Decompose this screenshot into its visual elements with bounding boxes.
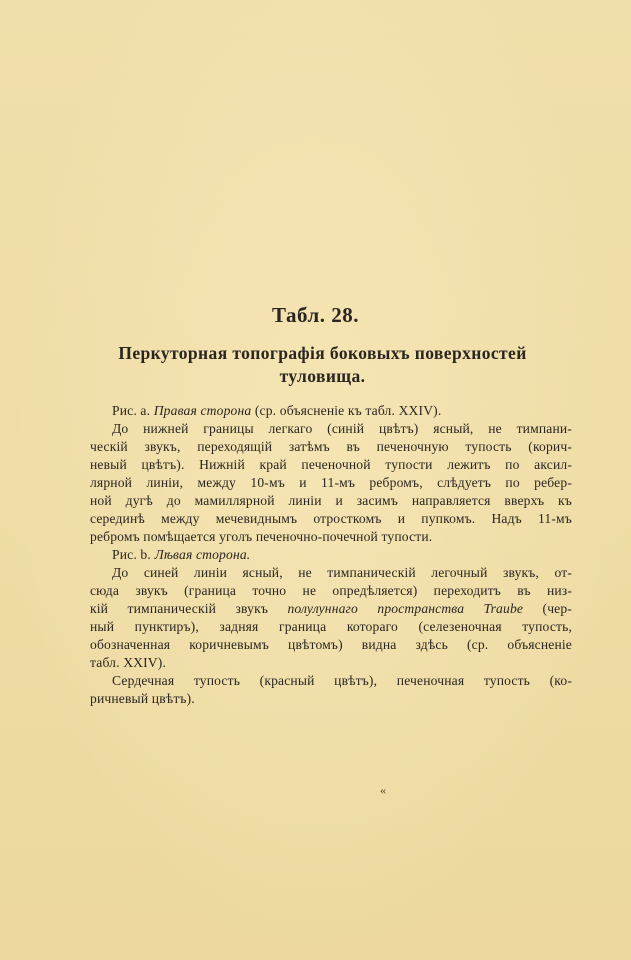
text-run: лярной линіи, между 10-мъ и 11-мъ ребромъ, слѣдуетъ по ребер- [90,475,572,490]
text-run: сюда звукъ (граница точно не опредѣляется) переходитъ въ низ- [90,583,572,598]
italic-text-run: Правая сторона [153,403,252,418]
text-run: кій тимпаническій звукъ [90,601,288,616]
text-run: невый цвѣтъ). Нижній край печеночной тупости лежитъ по аксил- [90,457,572,472]
text-line [90,618,572,636]
text-run: табл. XXIV). [90,655,167,670]
text-run: обозначенная коричневымъ цвѣтомъ) видна здѣсь (ср. объясненіе [90,637,572,652]
text-line [90,600,572,618]
text-run: (чер- [523,601,572,616]
stray-mark: « [380,783,386,797]
text-line [90,492,572,510]
text-run: ребромъ помѣщается уголъ печеночно-почечной тупости. [90,529,433,544]
italic-text-run: полулуннаго пространства Traube [287,601,524,616]
text-line [90,402,572,420]
text-line [90,672,572,690]
text-run: Рис. b. [112,547,155,562]
text-run: серединѣ между мечевиднымъ отросткомъ и пупкомъ. Надъ 11-мъ [90,511,572,526]
italic-text-run: Лѣвая сторона. [154,547,251,562]
text-run: До синей линіи ясный, не тимпаническій легочный звукъ, от- [112,565,572,580]
text-run: До нижней границы легкаго (синій цвѣтъ) ясный, не тимпани- [112,421,572,436]
text-run: (ср. объясненіе къ табл. XXIV). [251,403,442,418]
text-line [90,528,572,546]
text-line [90,546,572,564]
text-line [90,564,572,582]
text-run: ный пунктиръ), задняя граница котораго (селезеночная тупость, [90,619,572,634]
text-run: Рис. а. [112,403,154,418]
text-line [90,456,572,474]
text-line [90,474,572,492]
text-run: ческій звукъ, переходящій затѣмъ въ печеночную тупость (корич- [90,439,572,454]
text-run: Сердечная тупость (красный цвѣтъ), печеночная тупость (ко- [112,673,572,688]
text-line [90,636,572,654]
text-line [90,582,572,600]
text-run: ричневый цвѣтъ). [90,691,195,706]
text-line [90,654,572,672]
text-line [90,420,572,438]
text-line [90,690,572,708]
text-line [90,438,572,456]
table-title: Табл. 28. [272,303,359,327]
body-text [90,402,572,708]
subtitle-line-2: туловища. [279,366,366,386]
subtitle-line-1: Перкуторная топографія боковыхъ поверхностей [118,343,527,363]
text-run: ной дугѣ до мамиллярной линіи и засимъ направляется вверхъ къ [90,493,572,508]
text-line [90,510,572,528]
section-subtitle [80,342,565,388]
